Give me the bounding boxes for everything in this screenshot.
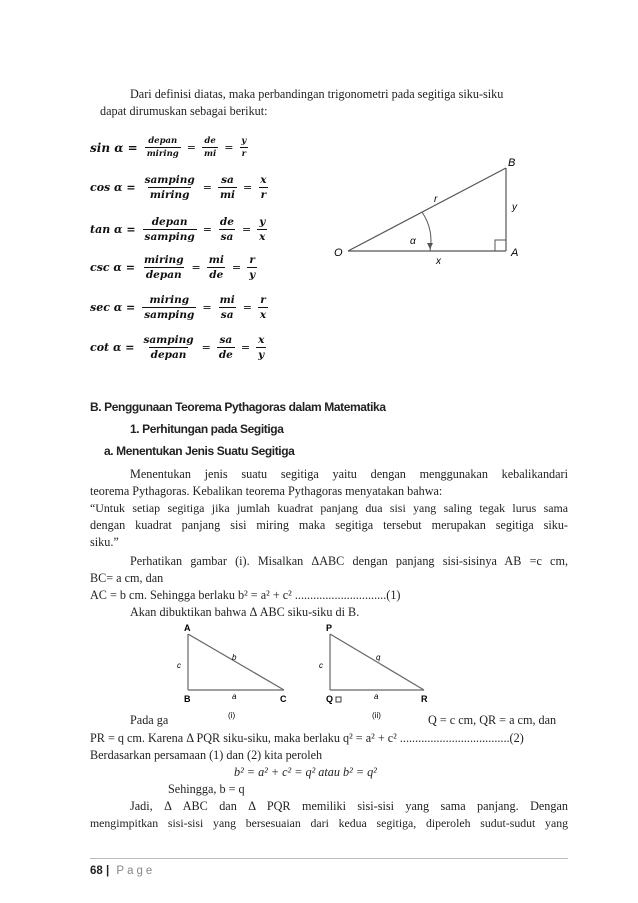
para1-line5: siku.” bbox=[90, 535, 119, 549]
label-C-i: C bbox=[280, 694, 287, 704]
item-a-heading: a. Menentukan Jenis Suatu Segitiga bbox=[104, 444, 295, 458]
page-footer bbox=[90, 865, 155, 877]
label-O: O bbox=[334, 247, 343, 259]
para1-line2: teorema Pythagoras. Kebalikan teorema Pythagoras menyatakan bahwa: bbox=[90, 484, 443, 498]
para3-equation: b² = a² + c² = q² atau b² = q² bbox=[234, 765, 377, 779]
side-ob bbox=[348, 168, 506, 251]
right-angle-mark bbox=[495, 240, 506, 251]
formula-cot: cot α = $\frac{\text{samping}}{\text{depan}}$ = $\frac{sa}{de}$ = $\frac{x}{y}$ bbox=[90, 334, 265, 361]
formula-csc: csc α = $\frac{\text{miring}}{\text{depan}}$ = $\frac{mi}{de}$ = $\frac{r}{y}$ bbox=[90, 254, 256, 281]
side-ac-i bbox=[188, 634, 284, 690]
para2-line1: Perhatikan gambar (i). Misalkan ΔABC dengan panjang sisi-sisinya AB =c cm, bbox=[130, 554, 568, 568]
para3-line1-start: Pada ga bbox=[130, 713, 169, 727]
label-q-ii: q bbox=[376, 653, 381, 662]
section-b-heading: B. Penggunaan Teorema Pythagoras dalam Matematika bbox=[90, 400, 386, 414]
triangle-ii-figure bbox=[314, 622, 444, 722]
label-a-ii: a bbox=[374, 692, 379, 701]
para3-line6: Jadi, Δ ABC dan Δ PQR memiliki sisi-sisi yang sama panjang. Dengan bbox=[130, 799, 568, 813]
label-P-ii: P bbox=[326, 623, 333, 633]
label-R-ii: R bbox=[421, 694, 428, 704]
para1-line3: “Untuk setiap segitiga jika jumlah kuadrat panjang dua sisi yang saling tegak lurus sama bbox=[90, 501, 568, 515]
label-A-i: A bbox=[184, 623, 191, 633]
right-triangle-figure bbox=[330, 150, 530, 270]
formula-tan-lhs: tan α = bbox=[90, 223, 136, 236]
para3-line3: Berdasarkan persamaan (1) dan (2) kita peroleh bbox=[90, 748, 323, 762]
label-B: B bbox=[508, 157, 516, 169]
label-r: r bbox=[434, 194, 438, 205]
footer-separator: | bbox=[106, 865, 110, 877]
formula-tan: tan α = $\frac{\text{depan}}{\text{samping}}$ = $\frac{de}{sa}$ = $\frac{y}{x}$ bbox=[90, 216, 266, 243]
formula-cot-lhs: cot α = bbox=[90, 341, 135, 354]
formula-sin: sin α = $\frac{\text{depan}}{\text{miring}}$ = $\frac{de}{mi}$ = $\frac{y}{r}$ bbox=[90, 136, 247, 159]
label-ii: (ii) bbox=[372, 711, 381, 720]
formula-sec: sec α = $\frac{\text{miring}}{\text{samping}}$ = $\frac{mi}{sa}$ = $\frac{r}{x}$ bbox=[90, 294, 267, 321]
footer-label: Page bbox=[116, 865, 156, 877]
label-x: x bbox=[436, 256, 441, 267]
para3-line7: mengimpitkan sisi-sisi yang bersesuaian dari kedua segitiga, diperoleh sudut-sudut yang bbox=[90, 816, 568, 830]
para1-line4: dengan kuadrat panjang sisi miring maka segitiga tersebut merupakan segitiga siku- bbox=[90, 518, 568, 532]
label-i: (i) bbox=[228, 711, 236, 720]
formula-csc-lhs: csc α = bbox=[90, 261, 135, 274]
label-c-ii: c bbox=[319, 661, 323, 670]
side-pr-ii bbox=[330, 634, 424, 690]
label-B-i: B bbox=[184, 694, 191, 704]
para2-line2: BC= a cm, dan bbox=[90, 571, 164, 585]
label-Q-ii: Q bbox=[326, 694, 334, 704]
formula-cos-lhs: cos α = bbox=[90, 181, 136, 194]
label-alpha: α bbox=[410, 236, 416, 247]
formula-sin-lhs: sin α = bbox=[90, 140, 138, 155]
para3-line5: Sehingga, b = q bbox=[168, 782, 245, 796]
label-a-i: a bbox=[232, 692, 237, 701]
para3-line2: PR = q cm. Karena Δ PQR siku-siku, maka berlaku q² = a² + c² ....................................(2) bbox=[90, 731, 524, 745]
label-c-i: c bbox=[177, 661, 181, 670]
para1-line1: Menentukan jenis suatu segitiga yaitu dengan menggunakan kebalikandari bbox=[130, 467, 568, 481]
intro-line-2: dapat dirumuskan sebagai berikut: bbox=[100, 104, 268, 118]
para2-line3: AC = b cm. Sehingga berlaku b² = a² + c² ..............................(1) bbox=[90, 588, 401, 602]
label-y: y bbox=[512, 202, 517, 213]
para2-line4: Akan dibuktikan bahwa Δ ABC siku-siku di B. bbox=[130, 605, 360, 619]
para3-line1-end: Q = c cm, QR = a cm, dan bbox=[428, 713, 557, 727]
footer-rule bbox=[90, 858, 568, 859]
page-number: 68 bbox=[90, 865, 103, 877]
subsection-1-heading: 1. Perhitungan pada Segitiga bbox=[130, 422, 284, 436]
selection-handle-icon bbox=[336, 697, 341, 702]
arc-arrow bbox=[427, 243, 433, 249]
label-A: A bbox=[511, 247, 519, 259]
formula-cos: cos α = $\frac{\text{samping}}{\text{miring}}$ = $\frac{sa}{mi}$ = $\frac{x}{r}$ bbox=[90, 174, 267, 201]
formula-sec-lhs: sec α = bbox=[90, 301, 136, 314]
intro-line-1: Dari definisi diatas, maka perbandingan trigonometri pada segitiga siku-siku bbox=[130, 87, 504, 101]
label-b-i: b bbox=[232, 653, 237, 662]
triangle-i-figure bbox=[168, 622, 298, 722]
